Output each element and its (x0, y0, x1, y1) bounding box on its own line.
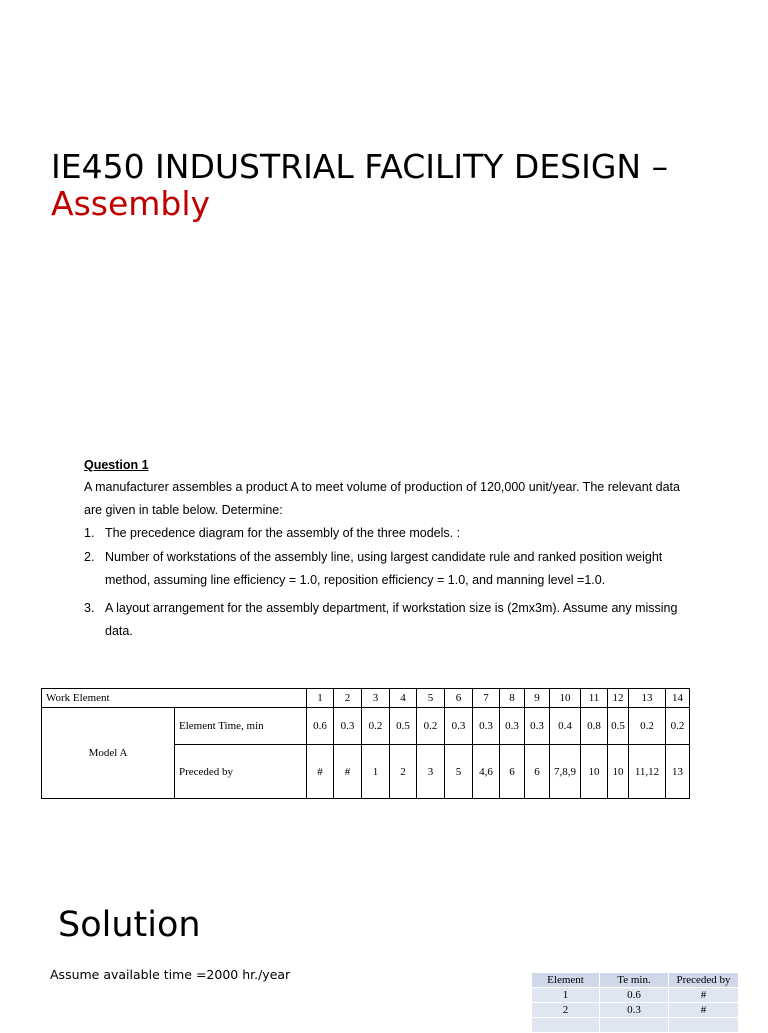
element-time-cell: 0.2 (417, 708, 445, 745)
title-line-2: Assembly (51, 184, 211, 223)
preceded-by-cell: 3 (417, 745, 445, 799)
question-heading: Question 1 (84, 458, 149, 472)
question-item (84, 522, 684, 546)
work-element-label: Work Element (42, 689, 307, 708)
preceded-by-label: Preceded by (175, 745, 307, 799)
element-time-cell: 0.6 (307, 708, 334, 745)
element-number-cell: 13 (629, 689, 666, 708)
element-number-cell: 12 (608, 689, 629, 708)
element-time-label: Element Time, min (175, 708, 307, 745)
preceded-by-cell: 13 (666, 745, 690, 799)
element-time-cell: 0.2 (362, 708, 390, 745)
element-time-cell: 0.3 (334, 708, 362, 745)
element-time-cell: 0.3 (473, 708, 500, 745)
question-item (84, 546, 684, 593)
item-number: 1. (84, 526, 95, 540)
table-cell (532, 1018, 600, 1033)
element-time-cell: 0.3 (525, 708, 550, 745)
work-element-table (41, 688, 690, 799)
assumption-text: Assume available time =2000 hr./year (50, 967, 291, 982)
element-number-cell: 2 (334, 689, 362, 708)
preceded-by-cell: # (307, 745, 334, 799)
element-number-cell: 14 (666, 689, 690, 708)
element-number-cell: 11 (581, 689, 608, 708)
item-number: 3. (84, 600, 95, 615)
element-time-cell: 0.2 (666, 708, 690, 745)
table-cell: 1 (532, 988, 600, 1003)
table-row (532, 988, 739, 1003)
table-header-row (42, 689, 690, 708)
item-text: Number of workstations of the assembly line, using largest candidate rule and ranked position weight method, assuming line efficiency = 1.0, reposition efficiency = 1.0, and manning level =1.0. (105, 549, 663, 587)
preceded-by-cell: 10 (581, 745, 608, 799)
item-text: The precedence diagram for the assembly of the three models. : (105, 526, 461, 540)
element-number-cell: 6 (445, 689, 473, 708)
preceded-by-cell: 6 (500, 745, 525, 799)
item-text: A layout arrangement for the assembly department, if workstation size is (2mx3m). Assume any missing data. (105, 600, 678, 638)
element-time-cell: 0.5 (608, 708, 629, 745)
preceded-by-cell: 5 (445, 745, 473, 799)
column-header: Preceded by (669, 973, 739, 988)
element-number-cell: 10 (550, 689, 581, 708)
question-block (84, 456, 684, 644)
element-time-row (42, 708, 690, 745)
model-label: Model A (42, 708, 175, 799)
page-title (51, 148, 668, 222)
element-time-cell: 0.8 (581, 708, 608, 745)
solution-table-header (532, 973, 739, 988)
preceded-by-cell: 6 (525, 745, 550, 799)
element-time-cell: 0.5 (390, 708, 417, 745)
table-cell: 0.3 (600, 1003, 669, 1018)
title-line-1: IE450 INDUSTRIAL FACILITY DESIGN – (51, 147, 669, 186)
preceded-by-cell: 4,6 (473, 745, 500, 799)
table-cell: 2 (532, 1003, 600, 1018)
question-item (84, 597, 684, 644)
element-number-cell: 5 (417, 689, 445, 708)
preceded-by-cell: 1 (362, 745, 390, 799)
question-list (84, 522, 684, 644)
table-cell (669, 1018, 739, 1033)
element-number-cell: 4 (390, 689, 417, 708)
preceded-by-cell: # (334, 745, 362, 799)
preceded-by-cell: 7,8,9 (550, 745, 581, 799)
element-number-cell: 8 (500, 689, 525, 708)
element-time-cell: 0.2 (629, 708, 666, 745)
element-number-cell: 1 (307, 689, 334, 708)
preceded-by-cell: 11,12 (629, 745, 666, 799)
element-time-cell: 0.3 (445, 708, 473, 745)
table-row (532, 1018, 739, 1033)
table-cell (600, 1018, 669, 1033)
table-cell: # (669, 988, 739, 1003)
table-cell: # (669, 1003, 739, 1018)
element-number-cell: 9 (525, 689, 550, 708)
element-time-cell: 0.3 (500, 708, 525, 745)
question-body: A manufacturer assembles a product A to meet volume of production of 120,000 unit/year. The relevant data are given in table below. Determine: (84, 480, 680, 517)
column-header: Element (532, 973, 600, 988)
preceded-by-cell: 10 (608, 745, 629, 799)
item-number: 2. (84, 549, 95, 564)
element-number-cell: 3 (362, 689, 390, 708)
column-header: Te min. (600, 973, 669, 988)
solution-heading: Solution (58, 905, 201, 945)
preceded-by-cell: 2 (390, 745, 417, 799)
element-time-cell: 0.4 (550, 708, 581, 745)
table-row (532, 1003, 739, 1018)
element-number-cell: 7 (473, 689, 500, 708)
table-cell: 0.6 (600, 988, 669, 1003)
